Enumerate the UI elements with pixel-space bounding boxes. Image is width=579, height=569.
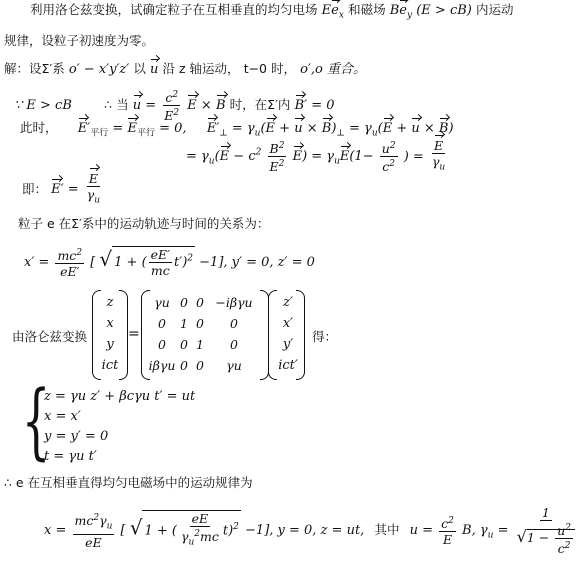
ie-label: 即： — [22, 181, 48, 197]
intro-line-2: 规律，设粒子初速度为零。 — [4, 33, 155, 48]
result-e-prime: 即： E′ = $\frac{E}{\gamma_u}$ — [22, 171, 101, 206]
intro-text-b: 和磁场 — [348, 2, 386, 17]
since-condition: ∵ E > cB — [14, 98, 72, 114]
move-text: 以 — [133, 61, 146, 76]
intro-text-c: 内运动 — [476, 2, 514, 17]
magnetic-field-symbol: $Be_y$ (E > cB) — [389, 3, 472, 21]
perp-field-equation: $E'_\perp = \gamma_u(E + u \times B)_\perp = \gamma_u(E + u \times B)$ — [206, 121, 454, 139]
transform-matrix: γu 0 0 −iβγu 0 1 0 0 0 0 1 0 iβγu 0 0 γu — [148, 295, 253, 373]
trajectory-text: 粒子 e 在Σ′系中的运动轨迹与时间的关系为： — [18, 216, 270, 231]
solution-label: 解：设Σ′系 — [4, 61, 65, 76]
velocity-symbol: u — [150, 62, 159, 77]
field-continuation: = $\gamma_u(E - c^2$ $\frac{B^2}{E^2}$ $E) = \gamma_uE(1-$ $\frac{u^2}{c^2}$ ) = $\frac{E}{\gamma_u}$ — [186, 138, 446, 175]
final-equation: x = $\frac{mc^2\gamma_u}{eE}$ [ √ 1 + ( $\frac{eE}{\gamma_u^2mc}$ t)$^2$ −1], y = 0, z = ut, 其中 u = $\frac{c^2}{E}$ B, $\gamma_u$ = 1 √1 − $\frac{u^2}{c^2}$ — [44, 505, 579, 556]
frame-expression: o′ − x′y′z′ — [68, 62, 130, 77]
therefore-when: ∴ 当 — [104, 97, 129, 113]
left-vector: z x y ict — [101, 295, 119, 373]
t0-text: t−0 时， — [243, 61, 296, 76]
solution-setup — [4, 61, 366, 78]
system-eq-4: t = γu t′ — [44, 449, 97, 464]
where-text: 其中 — [374, 522, 400, 538]
c2-over-e2-fraction: $\frac{c^2}{E^2}$ — [164, 90, 180, 124]
trajectory-equation: x′ = $\frac{mc^2}{eE'}$ [ √ 1 + ( $\frac{eE'}{mc}$ t′)$^2$ −1], y′ = 0, z′ = 0 — [24, 247, 315, 280]
system-eq-2: x = x′ — [44, 409, 81, 424]
in-frame-text: 时，在Σ′内 — [229, 97, 291, 113]
field-transform-line: 此时， $E'_{平行} = E_{平行} = 0$, $E'_\perp = \gamma_u(E + u \times B)_\perp = \gamma_u(E + u \times B)$ — [20, 120, 454, 139]
conclusion-line — [4, 475, 253, 492]
at-this-time: 此时， — [20, 120, 58, 135]
conclusion-text: ∴ e 在互相垂直得均匀电磁场中的运动规律为 — [4, 475, 253, 490]
coincide-text: o′,o 重合。 — [300, 62, 367, 77]
lorentz-matrix-block: 由洛仑兹变换 z x y ict = γu 0 0 −iβγu 0 1 0 0 0 0 1 0 iβγu 0 0 γu z′ x′ y′ ict′ 得： — [0, 290, 500, 385]
obtain-text: 得： — [312, 329, 338, 344]
lorentz-text: 由洛仑兹变换 — [12, 329, 88, 344]
b-zero: = 0 — [311, 98, 335, 114]
equation-system: { z = γu z′ + βcγu t′ = ut x = x′ y = y′ = 0 t = γu t′ — [21, 374, 196, 469]
intro-text-a: 利用洛仑兹变换，试确定粒子在互相垂直的均匀电场 — [30, 2, 318, 17]
right-vector: z′ x′ y′ ict′ — [278, 295, 298, 373]
move-text-2: 沿 z 轴运动， — [162, 61, 240, 76]
condition-line: ∵ E > cB ∴ 当 u = $\frac{c^2}{E^2}$ E × B 时，在Σ′内 B′ = 0 — [14, 90, 335, 124]
system-eq-3: y = y′ = 0 — [44, 429, 109, 444]
intro-line-1 — [30, 2, 514, 24]
electric-field-symbol: $Ee_x$ — [321, 3, 344, 21]
system-eq-1: z = γu z′ + βcγu t′ = ut — [44, 389, 196, 404]
